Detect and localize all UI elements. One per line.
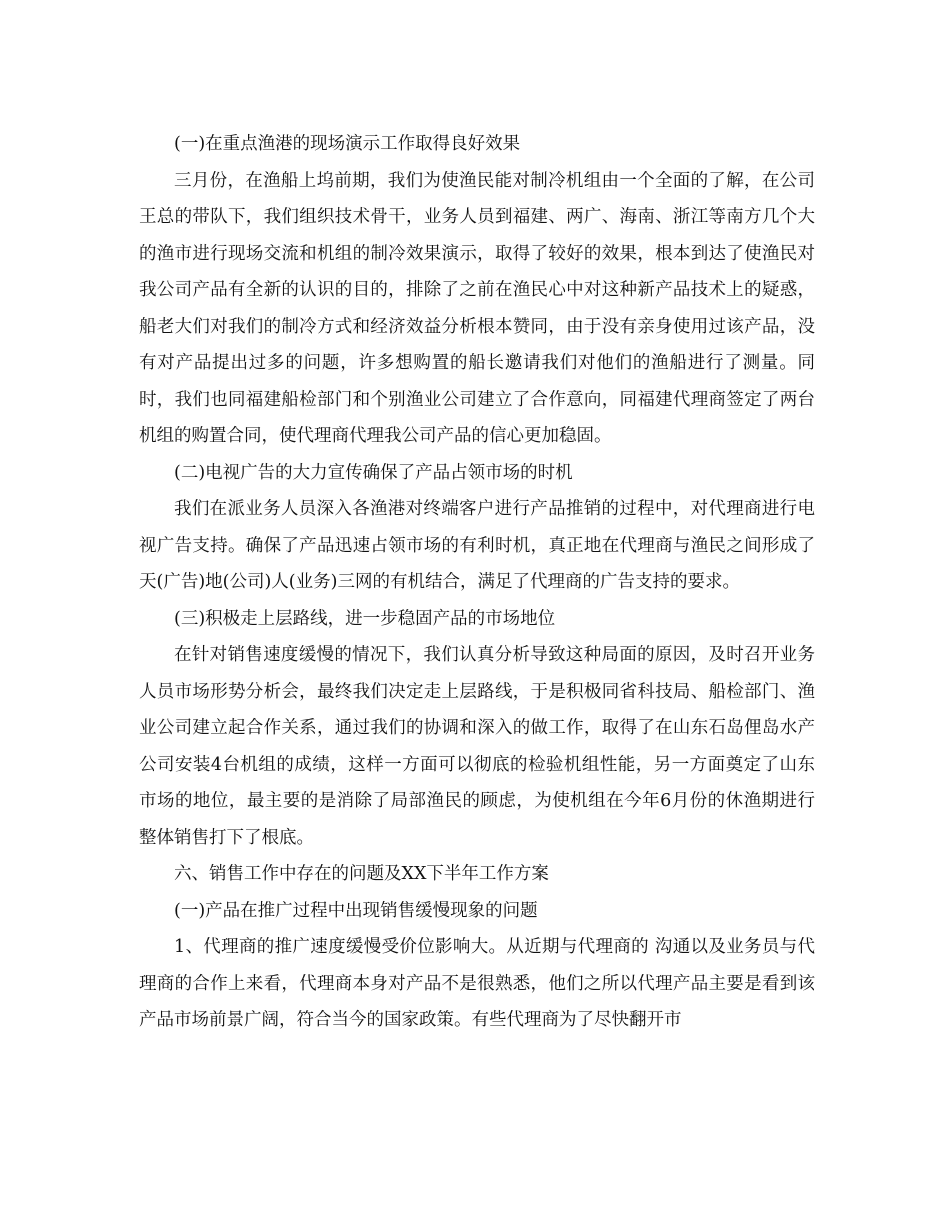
- document-body: [139, 126, 815, 1039]
- heading-section-2: (二)电视广告的大力宣传确保了产品占领市场的时机: [174, 462, 573, 483]
- paragraph-tv-advertising: 我们在派业务人员深入各渔港对终端客户进行产品推销的过程中，对代理商进行电视广告支持。确保了产品迅速占领市场的有利时机，真正地在代理商与渔民之间形成了天(广告)地(公司)人(业务)三网的有机结合，满足了代理商的广告支持的要求。: [139, 499, 815, 592]
- heading-chapter-6: 六、销售工作中存在的问题及XX下半年工作方案: [174, 864, 549, 884]
- heading-section-3: (三)积极走上层路线，进一步稳固产品的市场地位: [174, 608, 556, 629]
- heading-subsection-1: (一)产品在推广过程中出现销售缓慢现象的问题: [174, 900, 538, 921]
- paragraph-agent-promotion: 1、代理商的推广速度缓慢受价位影响大。从近期与代理商的 沟通以及业务员与代理商的合作上来看，代理商本身对产品不是很熟悉，他们之所以代理产品主要是看到该产品市场前景广阔，符合当今的国家政策。有些代理商为了尽快翻开市: [139, 937, 815, 1030]
- paragraph-fishing-port-demo: 三月份，在渔船上坞前期，我们为使渔民能对制冷机组由一个全面的了解，在公司王总的带队下，我们组织技术骨干，业务人员到福建、两广、海南、浙江等南方几个大的渔市进行现场交流和机组的制冷效果演示，取得了较好的效果，根本到达了使渔民对我公司产品有全新的认识的目的，排除了之前在渔民心中对这种新产品技术上的疑惑，船老大们对我们的制冷方式和经济效益分析根本赞同，由于没有亲身使用过该产品，没有对产品提出过多的问题，许多想购置的船长邀请我们对他们的渔船进行了测量。同时，我们也同福建船检部门和个别渔业公司建立了合作意向，同福建代理商签定了两台机组的购置合同，使代理商代理我公司产品的信心更加稳固。: [139, 170, 815, 446]
- heading-section-1: (一)在重点渔港的现场演示工作取得良好效果: [174, 134, 521, 154]
- paragraph-upper-level-route: 在针对销售速度缓慢的情况下，我们认真分析导致这种局面的原因，及时召开业务人员市场形势分析会，最终我们决定走上层路线，于是积极同省科技局、船检部门、渔业公司建立起合作关系，通过我们的协调和深入的做工作，取得了在山东石岛俚岛水产公司安装4台机组的成绩，这样一方面可以彻底的检验机组性能，另一方面奠定了山东市场的地位，最主要的是消除了局部渔民的顾虑，为使机组在今年6月份的休渔期进行整体销售打下了根底。: [139, 645, 815, 848]
